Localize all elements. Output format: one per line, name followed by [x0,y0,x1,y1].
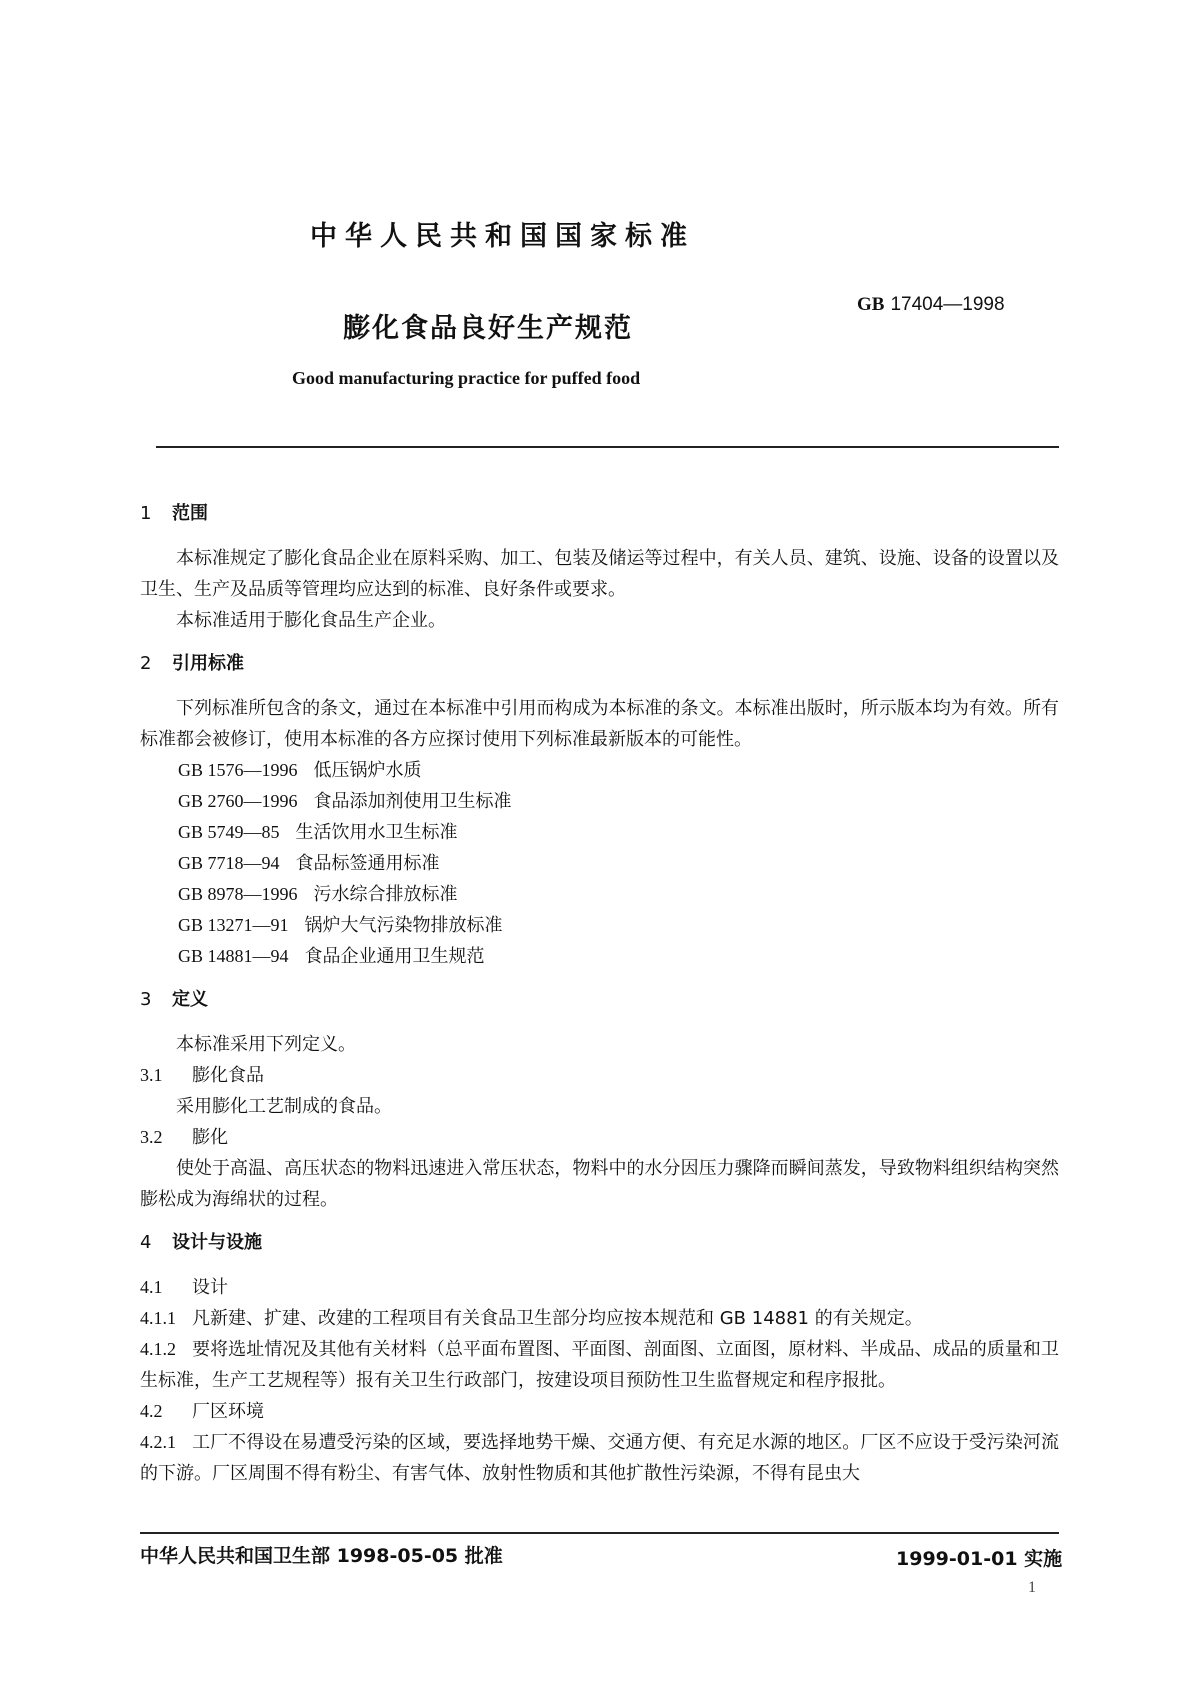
document-title-cn: 膨化食品良好生产规范 [343,313,633,344]
section-2-paragraph-1: 下列标准所包含的条文，通过在本标准中引用而构成为本标准的条文。本标准出版时，所示版本均为有效。所有标准都会被修订，使用本标准的各方应探讨使用下列标准最新版本的可能性。 [140,698,1059,750]
clause-4-1-2: 4.1.2 要将选址情况及其他有关材料（总平面布置图、平面图、剖面图、立面图，原材料、半成品、成品的质量和卫生标准，生产工艺规程等）报有关卫生行政部门，按建设项目预防性卫生监督规定和程序报批。 [140,1339,1059,1391]
reference-standard-item: GB 7718—94 食品标签通用标准 [178,853,440,874]
standard-code-number: 17404—1998 [890,294,1005,315]
reference-standard-item: GB 14881—94 食品企业通用卫生规范 [178,946,485,967]
clause-4-1-1: 4.1.1 凡新建、扩建、改建的工程项目有关食品卫生部分均应按本规范和 GB 14881 的有关规定。 [140,1308,923,1329]
definition-3-1-text: 采用膨化工艺制成的食品。 [176,1096,392,1117]
section-2-heading: 2 引用标准 [140,653,244,674]
definition-3-2-heading: 3.2 膨化 [140,1127,228,1148]
document-body [140,498,1059,1489]
section-1-paragraph-2: 本标准适用于膨化食品生产企业。 [176,610,446,631]
document-title-en: Good manufacturing practice for puffed food [292,368,641,388]
page-number: 1 [1028,1579,1036,1596]
section-3-heading: 3 定义 [140,989,208,1010]
section-1-paragraph-1: 本标准规定了膨化食品企业在原料采购、加工、包装及储运等过程中，有关人员、建筑、设施、设备的设置以及卫生、生产及品质等管理均应达到的标准、良好条件或要求。 [140,548,1059,600]
header-divider [156,446,1059,448]
definition-3-1-heading: 3.1 膨化食品 [140,1065,264,1086]
section-4-heading: 4 设计与设施 [140,1232,262,1253]
definition-3-2-text: 使处于高温、高压状态的物料迅速进入常压状态，物料中的水分因压力骤降而瞬间蒸发，导致物料组织结构突然膨松成为海绵状的过程。 [140,1158,1059,1210]
standard-code-prefix: GB [857,294,885,315]
reference-standard-item: GB 2760—1996 食品添加剂使用卫生标准 [178,791,512,812]
footer-divider [140,1532,1059,1534]
reference-standard-item: GB 1576—1996 低压锅炉水质 [178,760,422,781]
clause-4-2-heading: 4.2 厂区环境 [140,1401,264,1422]
reference-standard-item: GB 13271—91 锅炉大气污染物排放标准 [178,915,503,936]
reference-standard-item: GB 5749—85 生活饮用水卫生标准 [178,822,458,843]
clause-4-1-heading: 4.1 设计 [140,1277,228,1298]
reference-standard-item: GB 8978—1996 污水综合排放标准 [178,884,458,905]
section-1-heading: 1 范围 [140,503,208,524]
national-standard-heading: 中华人民共和国国家标准 [310,221,695,252]
effective-date: 1999-01-01 实施 [896,1548,1063,1570]
section-3-paragraph-1: 本标准采用下列定义。 [176,1034,356,1055]
standard-code [857,294,1005,316]
clause-4-2-1: 4.2.1 工厂不得设在易遭受污染的区域，要选择地势干燥、交通方便、有充足水源的地区。厂区不应设于受污染河流的下游。厂区周围不得有粉尘、有害气体、放射性物质和其他扩散性污染源，不得有昆虫大 [140,1432,1059,1484]
approval-info: 中华人民共和国卫生部 1998-05-05 批准 [140,1545,503,1567]
